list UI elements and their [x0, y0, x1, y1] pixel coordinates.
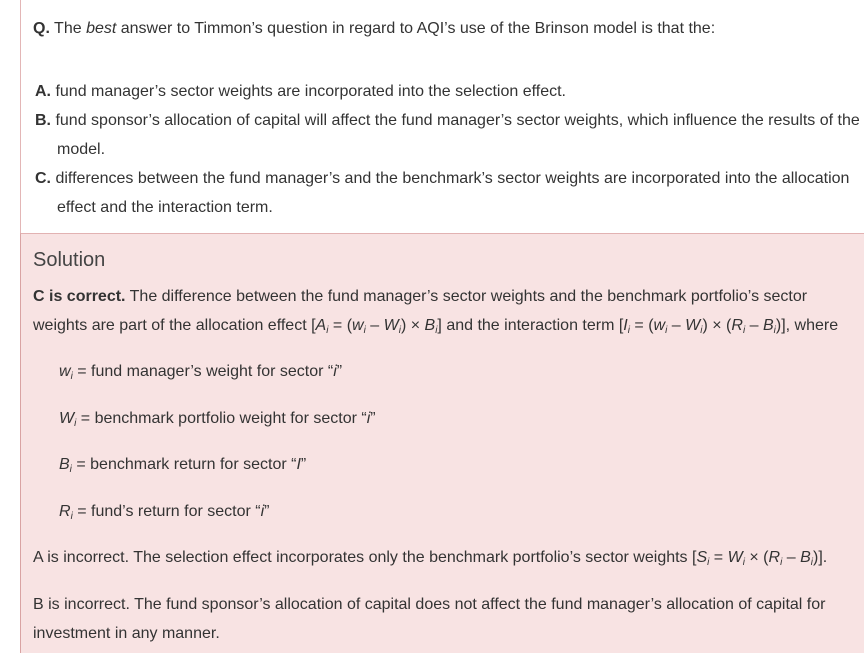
definition-w-upper [59, 408, 376, 430]
formula-var: R [768, 549, 781, 566]
formula-var: W [727, 549, 743, 566]
def-q: i [260, 503, 265, 520]
formula-sub: i [707, 557, 710, 568]
formula-var: W [685, 317, 701, 334]
def-close: ” [370, 410, 376, 427]
formula-sub: i [326, 325, 329, 336]
definition-b [59, 454, 306, 476]
def-sub: i [69, 464, 72, 475]
definition-r [59, 501, 269, 523]
question-text-end: answer to Timmon’s question in regard to AQI’s use of the Brinson model is that the: [116, 20, 716, 37]
def-var: B [59, 456, 70, 473]
formula-text: )], where [775, 317, 839, 334]
option-text: differences between the fund manager’s and the benchmark’s sector weights are incorporated into the allocation [55, 170, 850, 187]
explanation-text: The difference between the fund manager’s sector weights and the benchmark portfolio’s sector weights are part of the allocation effect [ [33, 288, 808, 334]
formula-sub: i [810, 557, 813, 568]
solution-title: Solution [33, 249, 106, 271]
def-q: i [333, 363, 337, 380]
formula-var: I [623, 317, 628, 334]
explanation-text: A is incorrect. The selection effect incorporates only the benchmark portfolio’s sector weights [ [33, 549, 697, 566]
option-text: fund manager’s sector weights are incorporated into the selection effect. [55, 83, 566, 100]
formula-sub: i [398, 325, 401, 336]
formula-var: B [762, 317, 774, 334]
formula-var: A [315, 317, 327, 334]
formula-text: = [709, 549, 728, 566]
def-close: ” [300, 456, 307, 473]
def-sub: i [74, 418, 77, 429]
def-text: = benchmark return for sector “ [71, 456, 297, 473]
def-var: R [59, 503, 71, 520]
formula-var: B [800, 549, 811, 566]
formula-var: R [731, 317, 743, 334]
question-text-start: The [54, 20, 87, 37]
question-box [20, 0, 864, 233]
formula-sub: i [435, 325, 438, 336]
a-incorrect-explanation [33, 543, 863, 572]
formula-var: S [696, 549, 708, 566]
formula-text: – [667, 317, 686, 334]
correct-label: C is correct. [33, 288, 126, 305]
def-q: I [296, 456, 301, 473]
formula-text: = ( [629, 317, 654, 334]
option-text-cont: effect and the interaction term. [57, 199, 273, 216]
def-close: ” [336, 363, 343, 380]
question-emphasis: best [86, 20, 117, 37]
formula-text: ] and the interaction term [ [437, 317, 624, 334]
formula-text: × ( [744, 549, 769, 566]
formula-var: W [383, 317, 399, 334]
formula-var: B [424, 317, 436, 334]
formula-sub: i [700, 325, 703, 336]
formula-text: – [365, 317, 384, 334]
def-text: = benchmark portfolio weight for sector “ [76, 410, 367, 427]
option-letter: A. [35, 83, 51, 100]
formula-sub: i [780, 557, 783, 568]
option-text-cont: model. [57, 141, 106, 158]
explanation-text: B is incorrect. The fund sponsor’s allocation of capital does not affect the fund manager’s allocation of capital for [33, 596, 826, 613]
option-b[interactable] [35, 106, 864, 164]
option-letter: C. [35, 170, 51, 187]
formula-sub: i [742, 325, 746, 336]
solution-box [20, 233, 864, 653]
option-a[interactable] [35, 77, 864, 106]
formula-text: )]. [813, 549, 828, 566]
def-var: w [59, 363, 71, 380]
question-text [33, 18, 715, 40]
b-incorrect-explanation [33, 590, 863, 648]
explanation-text-cont: investment in any manner. [33, 625, 220, 642]
formula-var: w [352, 317, 364, 334]
definition-w-lower [59, 361, 342, 383]
option-c[interactable] [35, 164, 864, 222]
formula-sub: i [627, 325, 630, 336]
formula-var: w [653, 317, 666, 334]
formula-text: – [745, 317, 763, 334]
def-text: = fund’s return for sector “ [72, 503, 261, 520]
def-q: i [366, 410, 371, 427]
def-close: ” [264, 503, 270, 520]
formula-sub: i [363, 325, 366, 336]
option-text: fund sponsor’s allocation of capital will affect the fund manager’s sector weights, which influence the results of the [55, 112, 860, 129]
formula-text: – [782, 549, 801, 566]
formula-text: = ( [328, 317, 353, 334]
formula-sub: i [665, 325, 668, 336]
formula-sub: i [773, 325, 776, 336]
def-sub: i [70, 511, 73, 522]
question-label: Q. [33, 20, 50, 37]
formula-sub: i [742, 557, 745, 568]
option-letter: B. [35, 112, 51, 129]
def-sub: i [70, 371, 73, 382]
formula-text: ) × [702, 317, 727, 334]
formula-text: ) × [400, 317, 425, 334]
def-text: = fund manager’s weight for sector “ [72, 363, 334, 380]
solution-explanation: C is correct. The difference between the fund manager’s sector weights and the benchmark portfolio’s sector weights are part of the allocation effect $[A_i = (w_i - W_i) \times B_i]$ and the interaction term $[I_i = (w_i - W_i) \times (R_i - B_i)]$, where [33, 288, 839, 336]
def-var: W [59, 410, 75, 427]
